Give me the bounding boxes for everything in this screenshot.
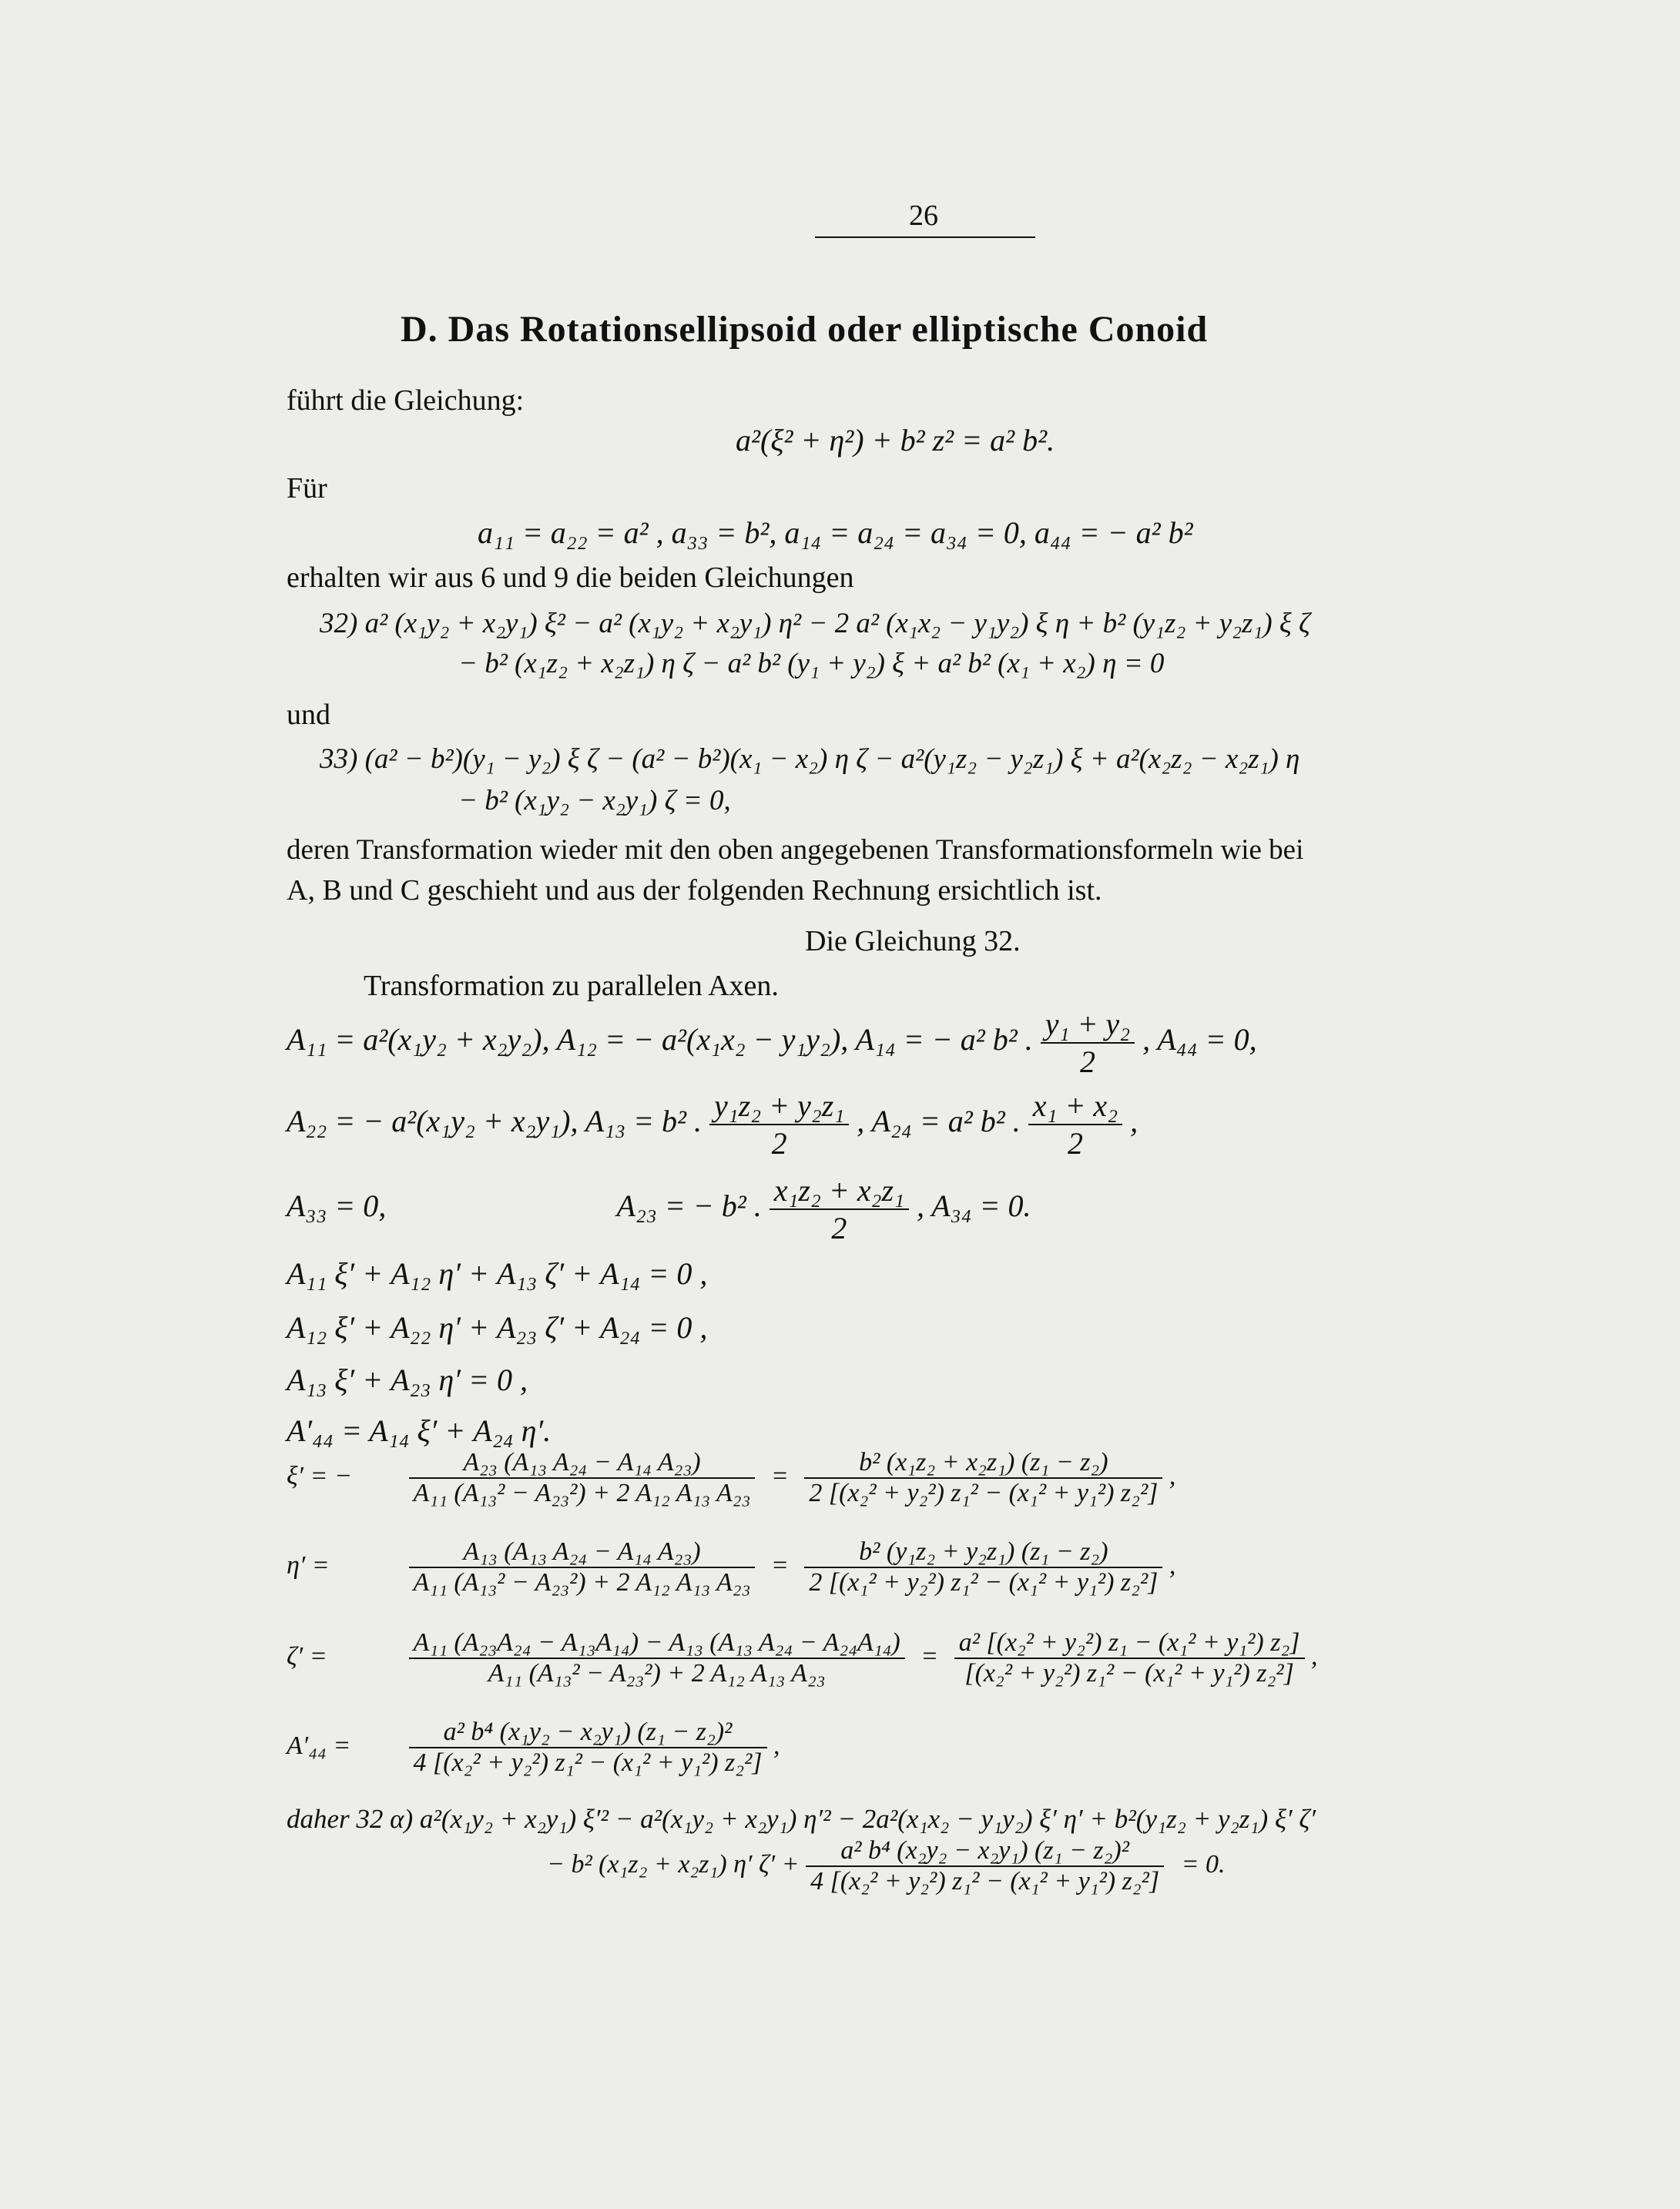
denominator: 2 [(x₁² + y₂²) z₁² − (x₁² + y₁²) z₂²] (804, 1567, 1162, 1597)
numerator: A₁₃ (A₁₃ A₂₄ − A₁₄ A₂₃) (463, 1537, 701, 1566)
lhs: ξ′ = − (287, 1461, 352, 1490)
expr: , (1169, 1550, 1176, 1580)
lhs: ζ′ = (287, 1641, 327, 1671)
denominator: 4 [(x₂² + y₂²) z₁² − (x₁² + y₁²) z₂²] (409, 1747, 767, 1778)
xi-prime-formula (287, 1448, 1175, 1508)
definition-line-1 (287, 1006, 1257, 1080)
definition-line-3 (287, 1172, 1031, 1246)
page-number-rule (815, 236, 1035, 238)
eta-prime-formula (287, 1537, 1175, 1597)
linear-equation: A₁₃ ξ′ + A₂₃ η′ = 0 , (287, 1363, 528, 1397)
equation-main: a²(ξ² + η²) + b² z² = a² b². (736, 423, 1055, 458)
equation-32a-line1: daher 32 α) a²(x₁y₂ + x₂y₁) ξ′² − a²(x₁y₂ + x₂y₁) η′² − 2a²(x₁x₂ − y₁y₂) ξ′ η′ + b²(y₁z₂ + y₂z₁) ξ′ ζ′ (287, 1804, 1316, 1834)
numerator: b² (y₁z₂ + y₂z₁) (z₁ − z₂) (859, 1537, 1108, 1566)
lhs: A′₄₄ = (287, 1731, 351, 1760)
expr: , (773, 1731, 780, 1760)
numerator: x₁ + x₂ (1032, 1088, 1118, 1123)
definition-line-2 (287, 1088, 1138, 1161)
equals: = (770, 1550, 789, 1580)
denominator: 2 (1028, 1124, 1122, 1161)
numerator: x₁z₂ + x₂z₁ (773, 1173, 905, 1208)
numerator: a² b⁴ (x₂y₂ − x₂y₁) (z₁ − z₂)² (840, 1836, 1129, 1865)
fraction (954, 1628, 1305, 1688)
expr: , A₄₄ = 0, (1142, 1022, 1257, 1058)
denominator: 2 (770, 1208, 909, 1246)
fraction (409, 1718, 767, 1778)
fraction (804, 1537, 1162, 1597)
expr: − b² (x₁z₂ + x₂z₁) η′ ζ′ + (547, 1849, 800, 1879)
fraction (409, 1448, 756, 1508)
equation-32a-line2 (547, 1836, 1226, 1896)
numerator: y₁z₂ + y₂z₁ (714, 1088, 845, 1123)
numerator: a² b⁴ (x₁y₂ − x₂y₁) (z₁ − z₂)² (443, 1718, 733, 1746)
denominator: 2 (709, 1124, 849, 1161)
fraction (709, 1088, 849, 1161)
denominator: 2 (1041, 1042, 1135, 1080)
linear-equation: A′₄₄ = A₁₄ ξ′ + A₂₄ η′. (287, 1413, 552, 1448)
fraction (409, 1537, 756, 1597)
denominator: 2 [(x₂² + y₂²) z₁² − (x₁² + y₁²) z₂²] (804, 1477, 1162, 1508)
show-through-text (1363, 362, 1370, 388)
equals: = (770, 1461, 789, 1490)
fraction (1028, 1088, 1122, 1161)
expr: A₃₃ = 0, (287, 1188, 387, 1224)
expr: , (1311, 1641, 1318, 1671)
fraction (806, 1836, 1164, 1896)
page-number: 26 (909, 199, 938, 232)
numerator: y₁ + y₂ (1045, 1007, 1131, 1041)
expr: A₁₁ = a²(x₁y₂ + x₂y₂), A₁₂ = − a²(x₁x₂ − y₁y₂), A₁₄ = − a² b² . (287, 1022, 1033, 1058)
text-line: A, B und C geschieht und aus der folgenden Rechnung ersichtlich ist. (287, 874, 1102, 907)
lhs: η′ = (287, 1550, 330, 1580)
coefficient-line: a₁₁ = a₂₂ = a² , a₃₃ = b², a₁₄ = a₂₄ = a₃₄ = 0, a₄₄ = − a² b² (478, 515, 1193, 550)
numerator: A₂₃ (A₁₃ A₂₄ − A₁₄ A₂₃) (463, 1448, 701, 1477)
subheading: Transformation zu parallelen Axen. (364, 970, 779, 1002)
expr: , (1169, 1461, 1176, 1490)
expr: = 0. (1181, 1849, 1226, 1879)
numerator: a² [(x₂² + y₂²) z₁ − (x₁² + y₁²) z₂] (958, 1628, 1300, 1657)
fraction (804, 1448, 1162, 1508)
equals: = (920, 1641, 939, 1671)
expr: , A₂₄ = a² b² . (857, 1104, 1021, 1139)
fraction (770, 1172, 909, 1246)
linear-equation: A₁₁ ξ′ + A₁₂ η′ + A₁₃ ζ′ + A₁₄ = 0 , (287, 1256, 708, 1291)
expr: , A₃₄ = 0. (917, 1188, 1031, 1224)
denominator: A₁₁ (A₁₃² − A₂₃²) + 2 A₁₂ A₁₃ A₂₃ (409, 1567, 756, 1597)
expr: A₂₃ = − b² . (616, 1188, 762, 1224)
denominator: A₁₁ (A₁₃² − A₂₃²) + 2 A₁₂ A₁₃ A₂₃ (409, 1658, 905, 1688)
fraction (409, 1628, 905, 1688)
equation-33-line1: 33) (a² − b²)(y₁ − y₂) ξ ζ − (a² − b²)(x₁ − x₂) η ζ − a²(y₁z₂ − y₂z₁) ξ + a²(x₂z₂ − x₂z₁) η (320, 743, 1300, 775)
equation-33-line2: − b² (x₁y₂ − x₂y₁) ζ = 0, (458, 785, 731, 816)
text-und: und (287, 699, 330, 731)
zeta-prime-formula (287, 1628, 1318, 1688)
subheading: Die Gleichung 32. (805, 925, 1021, 957)
text-fuer: Für (287, 472, 327, 504)
fraction (1041, 1006, 1135, 1080)
intro-text: führt die Gleichung: (287, 384, 525, 417)
equation-32-line2: − b² (x₁z₂ + x₂z₁) η ζ − a² b² (y₁ + y₂) ξ + a² b² (x₁ + x₂) η = 0 (458, 648, 1165, 679)
text-line: deren Transformation wieder mit den oben angegebenen Transformationsformeln wie bei (287, 834, 1304, 866)
denominator: A₁₁ (A₁₃² − A₂₃²) + 2 A₁₂ A₁₃ A₂₃ (409, 1477, 756, 1508)
numerator: b² (x₁z₂ + x₂z₁) (z₁ − z₂) (859, 1448, 1108, 1477)
equation-32-line1: 32) a² (x₁y₂ + x₂y₁) ξ² − a² (x₁y₂ + x₂y₁) η² − 2 a² (x₁x₂ − y₁y₂) ξ η + b² (y₁z₂ + y₂z₁) ξ ζ (320, 608, 1310, 639)
expr: A₂₂ = − a²(x₁y₂ + x₂y₁), A₁₃ = b² . (287, 1104, 703, 1139)
denominator: 4 [(x₂² + y₂²) z₁² − (x₁² + y₁²) z₂²] (806, 1865, 1164, 1896)
linear-equation: A₁₂ ξ′ + A₂₂ η′ + A₂₃ ζ′ + A₂₄ = 0 , (287, 1310, 708, 1345)
denominator: [(x₂² + y₂²) z₁² − (x₁² + y₁²) z₂²] (954, 1658, 1305, 1688)
expr: , (1130, 1104, 1138, 1139)
numerator: A₁₁ (A₂₃A₂₄ − A₁₃A₁₄) − A₁₃ (A₁₃ A₂₄ − A₂₄A₁₄) (413, 1628, 900, 1657)
a44-prime-formula (287, 1718, 780, 1778)
section-heading: D. Das Rotationsellipsoid oder elliptische Conoid (401, 309, 1209, 350)
text-line: erhalten wir aus 6 und 9 die beiden Gleichungen (287, 561, 854, 594)
